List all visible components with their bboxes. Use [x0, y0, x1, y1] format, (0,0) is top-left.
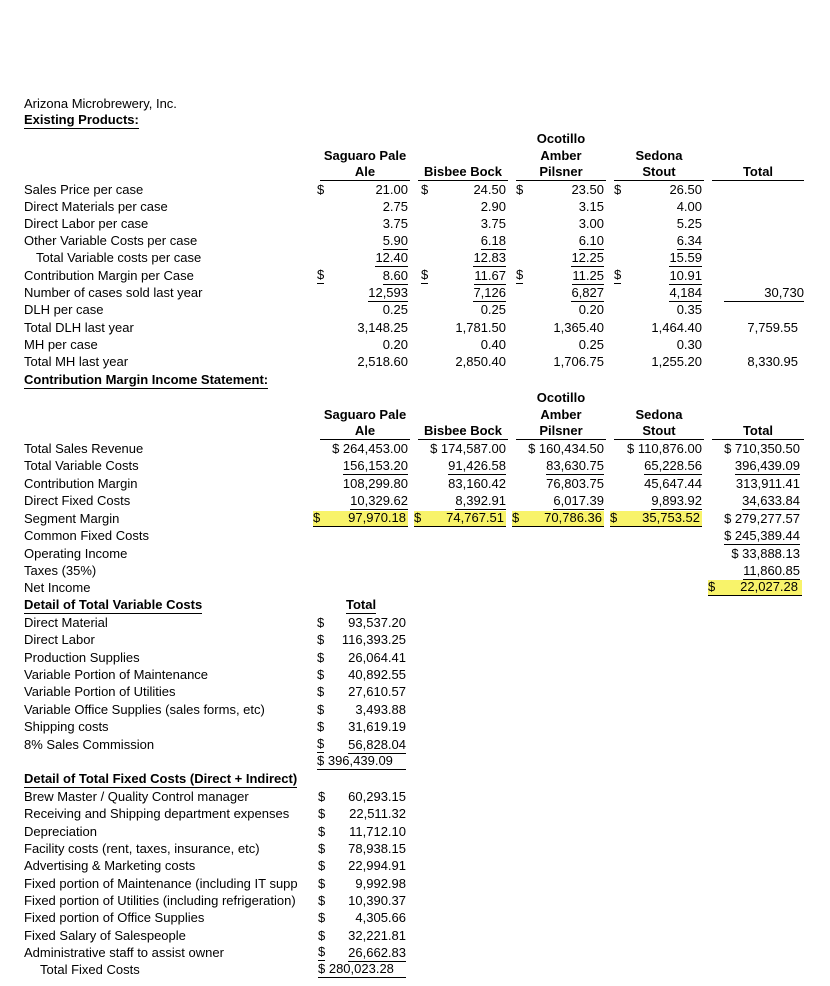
list-item-label: Direct Material [24, 615, 108, 630]
company-name: Arizona Microbrewery, Inc. [24, 96, 177, 111]
row-label: Contribution Margin per Case [24, 268, 194, 283]
dollar-sign: $ [414, 510, 422, 525]
cell-value: 0.25 [578, 337, 604, 352]
dollar-sign: $ [317, 736, 325, 751]
cell-value: 0.35 [676, 302, 702, 317]
header-total: Total [712, 165, 804, 181]
cell-value: 91,426.58 [448, 458, 506, 473]
cell-value: 3.00 [578, 216, 604, 231]
cell-value: 12.83 [473, 250, 506, 265]
cell-value: 11.25 [572, 268, 604, 283]
cm-header-total: Total [712, 424, 804, 440]
cell-value: 0.40 [480, 337, 506, 352]
row-label: Total Variable Costs [24, 458, 139, 473]
dollar-sign: $ [318, 928, 326, 943]
row-label: Total DLH last year [24, 320, 134, 335]
row-label: Total MH last year [24, 354, 129, 369]
cell-value: 23.50 [571, 182, 604, 197]
list-item-label: Variable Portion of Utilities [24, 684, 176, 699]
dollar-sign: $ [317, 182, 325, 197]
cell-value: 10.91 [669, 268, 702, 283]
cell-value: 156,153.20 [342, 458, 408, 473]
row-label: Common Fixed Costs [24, 528, 149, 543]
dollar-sign: $ [318, 944, 326, 959]
cell-value: 3.15 [578, 199, 604, 214]
dollar-sign: $ [318, 789, 326, 804]
list-item-value: 22,994.91 [348, 858, 406, 873]
cell-value: 6,827 [571, 285, 604, 300]
cell-value: 2,518.60 [357, 354, 408, 369]
cell-value: 7,126 [473, 285, 506, 300]
list-item-value: 4,305.66 [355, 910, 406, 925]
cell-value: 83,160.42 [448, 476, 506, 491]
list-item-value: 9,992.98 [355, 876, 406, 891]
cm-header-sedona-line2: Stout [614, 424, 704, 440]
dollar-sign: $ [317, 667, 325, 682]
header-ocotillo-line3: Pilsner [516, 165, 606, 181]
row-label: Total Variable costs per case [36, 250, 202, 265]
cm-header-saguaro-line2: Ale [320, 424, 410, 440]
cell-value: $ 710,350.50 [724, 441, 800, 456]
list-item-label: Administrative staff to assist owner [24, 945, 224, 960]
dollar-sign: $ [317, 650, 325, 665]
row-label: Direct Materials per case [24, 199, 168, 214]
row-label: Sales Price per case [24, 182, 144, 197]
cell-value: 2.90 [480, 199, 506, 214]
cell-value: 1,706.75 [553, 354, 604, 369]
list-item-value: 93,537.20 [348, 615, 406, 630]
row-label: Operating Income [24, 546, 128, 561]
segment-margin-cell [313, 511, 408, 527]
list-item-value: 27,610.57 [348, 684, 406, 699]
segment-margin-cell [414, 511, 506, 527]
cell-value: 26.50 [669, 182, 702, 197]
cell-value: 4,184 [669, 285, 702, 300]
cell-value: 1,464.40 [651, 320, 702, 335]
dollar-sign: $ [318, 893, 326, 908]
cell-value: 45,647.44 [644, 476, 702, 491]
cell-value: 0.25 [480, 302, 506, 317]
row-label: DLH per case [24, 302, 104, 317]
cell-value: 11.67 [474, 268, 506, 283]
cell-value: 3.75 [382, 216, 408, 231]
cell-value: 6.10 [578, 233, 604, 248]
cm-header-saguaro-line1: Saguaro Pale [323, 407, 407, 422]
list-item-value: 78,938.15 [348, 841, 406, 856]
cell-value: 313,911.41 [735, 476, 800, 491]
cell-value: 9,893.92 [651, 493, 702, 508]
row-label: MH per case [24, 337, 98, 352]
common-fixed-costs: $ 245,389.44 [724, 528, 800, 543]
cell-value: 35,753.52 [642, 510, 700, 525]
taxes: 11,860.85 [743, 563, 800, 578]
cell-value: 70,786.36 [544, 510, 602, 525]
header-sedona-line2: Stout [614, 165, 704, 181]
list-item-label: 8% Sales Commission [24, 737, 155, 752]
dollar-sign: $ [421, 267, 429, 282]
list-item-value: 31,619.19 [348, 719, 406, 734]
row-label: Segment Margin [24, 511, 120, 526]
cell-value: 0.20 [382, 337, 408, 352]
cell-value: 15.59 [669, 250, 702, 265]
list-item-value: 60,293.15 [348, 789, 406, 804]
cell-value: 76,803.75 [546, 476, 604, 491]
dollar-sign: $ [512, 510, 520, 525]
cell-value: 1,255.20 [651, 354, 702, 369]
row-label: Total Sales Revenue [24, 441, 144, 456]
cell-value: 3,148.25 [357, 320, 408, 335]
cell-value: 8,392.91 [455, 493, 506, 508]
header-ocotillo-line2: Amber [540, 148, 582, 163]
list-item-value: 11,712.10 [349, 824, 406, 839]
dollar-sign: $ [610, 510, 618, 525]
list-item-label: Facility costs (rent, taxes, insurance, etc) [24, 841, 260, 856]
list-item-label: Shipping costs [24, 719, 109, 734]
cell-value: 12,593 [368, 285, 408, 300]
cell-value: 8.60 [382, 268, 408, 283]
net-income-cell [708, 580, 802, 596]
cell-value: 6.34 [676, 233, 702, 248]
list-item-value: 56,828.04 [348, 737, 406, 752]
dollar-sign: $ [318, 824, 326, 839]
row-label: Number of cases sold last year [24, 285, 203, 300]
list-item-label: Direct Labor [24, 632, 95, 647]
section-cm-statement: Contribution Margin Income Statement: [24, 372, 269, 387]
cell-value: 1,781.50 [455, 320, 506, 335]
dollar-sign: $ [318, 910, 326, 925]
segment-margin-cell [610, 511, 702, 527]
cell-value: $ 279,277.57 [724, 511, 800, 526]
list-item-value: 3,493.88 [355, 702, 406, 717]
cell-value: 65,228.56 [644, 458, 702, 473]
list-item-value: 116,393.25 [341, 632, 406, 647]
cell-value: 5.25 [676, 216, 702, 231]
cell-value: 0.25 [382, 302, 408, 317]
cell-value: 97,970.18 [348, 510, 406, 525]
row-label: Net Income [24, 580, 91, 595]
header-sedona-line1: Sedona [635, 148, 683, 163]
cell-value: 3.75 [480, 216, 506, 231]
list-item-label: Fixed portion of Maintenance (including IT supp [24, 876, 298, 891]
dollar-sign: $ [516, 182, 524, 197]
list-item-value: 22,511.32 [349, 806, 406, 821]
cm-header-ocotillo-line1: Ocotillo [536, 390, 586, 405]
list-item-label: Receiving and Shipping department expenses [24, 806, 290, 821]
section-fixed-costs: Detail of Total Fixed Costs (Direct + Indirect) [24, 771, 298, 786]
dollar-sign: $ [516, 267, 524, 282]
variable-costs-total: $ 396,439.09 [317, 754, 406, 770]
cell-value: $ 160,434.50 [528, 441, 604, 456]
cell-value: 6.18 [480, 233, 506, 248]
section-variable-costs: Detail of Total Variable Costs [24, 597, 203, 612]
list-item-label: Production Supplies [24, 650, 140, 665]
header-ocotillo-line1: Ocotillo [536, 131, 586, 146]
cell-value: 5.90 [382, 233, 408, 248]
dollar-sign: $ [313, 510, 321, 525]
dollar-sign: $ [317, 267, 325, 282]
cell-value: 2,850.40 [455, 354, 506, 369]
header-bisbee: Bisbee Bock [418, 165, 508, 181]
list-item-label: Fixed Salary of Salespeople [24, 928, 186, 943]
cell-value: 34,633.84 [742, 493, 800, 508]
list-item-label: Variable Portion of Maintenance [24, 667, 209, 682]
list-item-label: Fixed portion of Office Supplies [24, 910, 205, 925]
dollar-sign: $ [614, 182, 622, 197]
list-item-label: Advertising & Marketing costs [24, 858, 196, 873]
segment-margin-cell [512, 511, 604, 527]
cell-value: 12.25 [571, 250, 604, 265]
cell-value: 108,299.80 [342, 476, 408, 491]
row-label: Other Variable Costs per case [24, 233, 198, 248]
cell-value: 0.30 [676, 337, 702, 352]
dollar-sign: $ [317, 702, 325, 717]
list-item-value: 26,662.83 [348, 945, 406, 960]
cell-value: 2.75 [382, 199, 408, 214]
list-item-value: 40,892.55 [348, 667, 406, 682]
section-existing-products: Existing Products: [24, 112, 139, 127]
dollar-sign: $ [318, 806, 326, 821]
dollar-sign: $ [317, 684, 325, 699]
cm-header-bisbee: Bisbee Bock [418, 424, 508, 440]
fixed-total-label: Total Fixed Costs [40, 962, 140, 977]
cell-value: 21.00 [375, 182, 408, 197]
list-item-label: Variable Office Supplies (sales forms, etc) [24, 702, 265, 717]
list-item-value: 26,064.41 [348, 650, 406, 665]
total-mh: 8,330.95 [747, 354, 798, 369]
list-item-value: 10,390.37 [348, 893, 406, 908]
net-income: 22,027.28 [740, 579, 798, 594]
total-cases: 30,730 [724, 286, 804, 302]
dollar-sign: $ [421, 182, 429, 197]
dollar-sign: $ [318, 876, 326, 891]
cell-value: 4.00 [676, 199, 702, 214]
dollar-sign: $ [708, 579, 716, 594]
cm-header-ocotillo-line2: Amber [540, 407, 582, 422]
dollar-sign: $ [317, 632, 325, 647]
row-label: Direct Labor per case [24, 216, 149, 231]
total-dlh: 7,759.55 [747, 320, 798, 335]
cm-header-sedona-line1: Sedona [635, 407, 683, 422]
list-item-label: Fixed portion of Utilities (including refrigeration) [24, 893, 296, 908]
dollar-sign: $ [614, 267, 622, 282]
cell-value: $ 174,587.00 [430, 441, 506, 456]
cell-value: 83,630.75 [546, 458, 604, 473]
dollar-sign: $ [318, 858, 326, 873]
cell-value: 0.20 [578, 302, 604, 317]
cell-value: $ 110,876.00 [627, 441, 702, 456]
dollar-sign: $ [317, 719, 325, 734]
list-item-label: Depreciation [24, 824, 97, 839]
dollar-sign: $ [317, 615, 325, 630]
operating-income: $ 33,888.13 [731, 546, 800, 561]
variable-total-header: Total [346, 597, 377, 612]
header-saguaro-line1: Saguaro Pale [323, 148, 407, 163]
cell-value: 24.50 [473, 182, 506, 197]
dollar-sign: $ [318, 841, 326, 856]
fixed-costs-total: $ 280,023.28 [318, 962, 406, 978]
header-saguaro-line2: Ale [320, 165, 410, 181]
cell-value: 12.40 [375, 250, 408, 265]
cell-value: 74,767.51 [446, 510, 504, 525]
cell-value: 1,365.40 [553, 320, 604, 335]
row-label: Contribution Margin [24, 476, 138, 491]
cell-value: 6,017.39 [553, 493, 604, 508]
cell-value: 396,439.09 [734, 458, 800, 473]
row-label: Direct Fixed Costs [24, 493, 131, 508]
cm-header-ocotillo-line3: Pilsner [516, 424, 606, 440]
row-label: Taxes (35%) [24, 563, 97, 578]
list-item-value: 32,221.81 [348, 928, 406, 943]
cell-value: $ 264,453.00 [332, 441, 408, 456]
list-item-label: Brew Master / Quality Control manager [24, 789, 249, 804]
cell-value: 10,329.62 [350, 493, 408, 508]
